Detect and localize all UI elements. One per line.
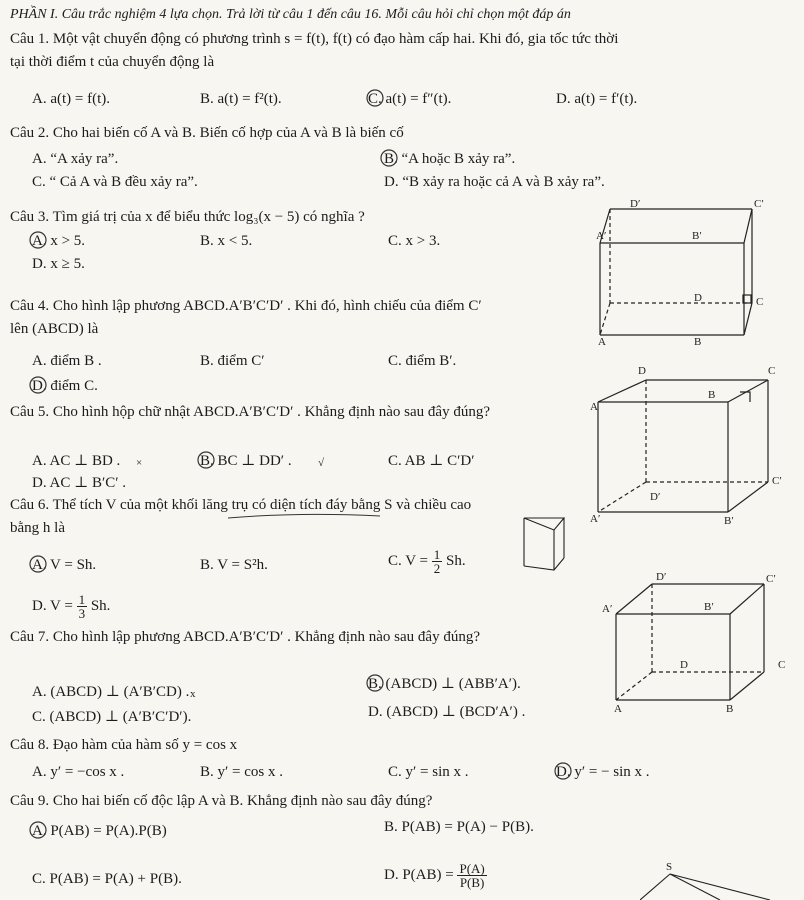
q8-option-a[interactable]: A. y′ = −cos x . <box>32 764 125 780</box>
box-label-a: A <box>590 401 598 413</box>
cube1-label-d: D <box>694 292 702 304</box>
cube-figure-2 <box>594 568 804 718</box>
q7-option-b[interactable]: B. (ABCD) ⊥ (ABB′A′). <box>368 676 521 692</box>
q2-option-d[interactable]: D. “B xảy ra hoặc cả A và B xảy ra”. <box>384 174 605 190</box>
pen-underline-q6 <box>228 514 380 518</box>
q5-option-b[interactable]: B. BC ⊥ DD′ . <box>200 453 292 469</box>
pyramid-figure <box>640 860 780 900</box>
q2-stem: Câu 2. Cho hai biến cố A và B. Biến cố hợp của A và B là biến cố <box>10 125 404 141</box>
q5-option-a[interactable]: A. AC ⊥ BD . <box>32 453 121 469</box>
q3-option-a[interactable]: A. x > 5. <box>32 233 86 249</box>
box-label-b-prime: B′ <box>724 515 734 527</box>
q4-option-b[interactable]: B. điểm C′ <box>200 353 265 369</box>
q8-option-b[interactable]: B. y′ = cos x . <box>200 764 283 780</box>
q1-option-a[interactable]: A. a(t) = f(t). <box>32 91 111 107</box>
q5-option-d[interactable]: D. AC ⊥ B′C′ . <box>32 475 127 491</box>
q7-option-c[interactable]: C. (ABCD) ⊥ (A′B′C′D′). <box>32 709 192 725</box>
q6-stem-line2: bằng h là <box>10 520 65 536</box>
q1-stem-line2: tại thời điểm t của chuyển động là <box>10 54 215 70</box>
cube2-label-c-prime: C′ <box>766 573 776 585</box>
q9-option-d[interactable] <box>384 862 487 889</box>
q5-stem: Câu 5. Cho hình hộp chữ nhật ABCD.A′B′C′D′ . Khẳng định nào sau đây đúng? <box>10 404 490 420</box>
q6-option-a[interactable]: A. V = Sh. <box>32 557 97 573</box>
q2-option-c[interactable]: C. “ Cả A và B đều xảy ra”. <box>32 174 198 190</box>
q7-option-d[interactable]: D. (ABCD) ⊥ (BCD′A′) . <box>368 704 526 720</box>
q9-option-d-label: D. P(AB) = <box>384 866 454 883</box>
q4-option-d[interactable]: D. điểm C. <box>32 378 98 394</box>
q6-option-c[interactable] <box>388 548 466 575</box>
q3-option-d[interactable]: D. x ≥ 5. <box>32 256 85 272</box>
box-label-c-prime: C′ <box>772 475 782 487</box>
q9-stem: Câu 9. Cho hai biến cố độc lập A và B. Khẳng định nào sau đây đúng? <box>10 793 433 809</box>
cube2-label-d: D <box>680 659 688 671</box>
cube-figure-1 <box>596 195 796 345</box>
cube1-label-a: A <box>598 336 606 345</box>
q9-option-b[interactable]: B. P(AB) = P(A) − P(B). <box>384 819 534 835</box>
q4-option-c[interactable]: C. điểm B′. <box>388 353 457 369</box>
q1-stem: Câu 1. Một vật chuyển động có phương trình s = f(t), f(t) có đạo hàm cấp hai. Khi đó, gia tốc tức thời <box>10 31 619 47</box>
q4-stem-line2: lên (ABCD) là <box>10 321 99 337</box>
box-label-b: B <box>708 389 716 401</box>
cube2-label-c: C <box>778 659 786 671</box>
q8-option-c[interactable]: C. y′ = sin x . <box>388 764 469 780</box>
q9-option-a[interactable]: A. P(AB) = P(A).P(B) <box>32 823 167 839</box>
cube1-label-b-prime: B′ <box>692 230 702 242</box>
q7-stem: Câu 7. Cho hình lập phương ABCD.A′B′C′D′ . Khẳng định nào sau đây đúng? <box>10 629 480 645</box>
q6-option-c-label: C. V = <box>388 552 429 569</box>
q3-option-c[interactable]: C. x > 3. <box>388 233 441 249</box>
q4-option-a[interactable]: A. điểm B . <box>32 353 102 369</box>
cube1-label-d-prime: D′ <box>630 198 641 210</box>
box-label-c: C <box>768 365 776 377</box>
q6-option-d-tail: Sh. <box>90 597 111 614</box>
q6-stem: Câu 6. Thể tích V của một khối lăng trụ có diện tích đáy bằng S và chiều cao <box>10 497 472 513</box>
q6-option-c-fraction: $\frac{1}{2}$ <box>433 547 441 576</box>
q6-option-d[interactable] <box>32 593 110 620</box>
q1-option-c[interactable]: C. a(t) = f″(t). <box>368 91 452 107</box>
cube1-label-c: C <box>756 296 764 308</box>
q2-option-a[interactable]: A. “A xảy ra”. <box>32 151 119 167</box>
box-label-a-prime: A′ <box>590 513 601 525</box>
q7-option-a[interactable]: A. (ABCD) ⊥ (A′B′CD) . <box>32 684 190 700</box>
cube1-label-b: B <box>694 336 702 345</box>
q8-option-d[interactable]: D. y′ = − sin x . <box>556 764 650 780</box>
box-label-d: D <box>638 365 646 377</box>
cube2-label-b: B <box>726 703 734 715</box>
pen-mark-cross: × <box>136 457 143 469</box>
box-figure <box>590 362 800 532</box>
cube2-label-b-prime: B′ <box>704 601 714 613</box>
q2-option-b[interactable]: B. “A hoặc B xảy ra”. <box>384 151 516 167</box>
prism-sketch <box>520 514 570 574</box>
part-heading: PHẦN I. Câu trắc nghiệm 4 lựa chọn. Trả lời từ câu 1 đến câu 16. Mỗi câu hỏi chỉ chọn một đáp án <box>10 7 571 22</box>
pen-mark-check: √ <box>318 457 325 469</box>
cube1-label-a-prime: A′ <box>596 230 607 242</box>
q5-option-c[interactable]: C. AB ⊥ C′D′ <box>388 453 475 469</box>
q6-option-b[interactable]: B. V = S²h. <box>200 557 268 573</box>
q6-option-c-tail: Sh. <box>446 552 466 569</box>
cube2-label-a-prime: A′ <box>602 603 613 615</box>
cube2-label-a: A <box>614 703 622 715</box>
pen-mark-x: x <box>190 688 196 700</box>
q1-option-b[interactable]: B. a(t) = f²(t). <box>200 91 282 107</box>
q8-stem: Câu 8. Đạo hàm của hàm số y = cos x <box>10 737 238 753</box>
pyramid-label-s: S <box>666 861 673 873</box>
q4-stem: Câu 4. Cho hình lập phương ABCD.A′B′C′D′ . Khi đó, hình chiếu của điểm C′ <box>10 298 482 314</box>
q6-option-d-label: D. V = <box>32 597 73 614</box>
q9-option-d-fraction: $\frac{P(A)}{P(B)}$ <box>459 861 485 890</box>
box-label-d-prime: D′ <box>650 491 661 503</box>
cube2-label-d-prime: D′ <box>656 571 667 583</box>
q6-option-d-fraction: $\frac{1}{3}$ <box>78 592 86 621</box>
q1-option-d[interactable]: D. a(t) = f′(t). <box>556 91 638 107</box>
q9-option-c[interactable]: C. P(AB) = P(A) + P(B). <box>32 871 182 887</box>
q3-stem: Câu 3. Tìm giá trị của x để biểu thức log₃(x − 5) có nghĩa ? <box>10 209 365 225</box>
cube1-label-c-prime: C′ <box>754 198 764 210</box>
q3-option-b[interactable]: B. x < 5. <box>200 233 253 249</box>
